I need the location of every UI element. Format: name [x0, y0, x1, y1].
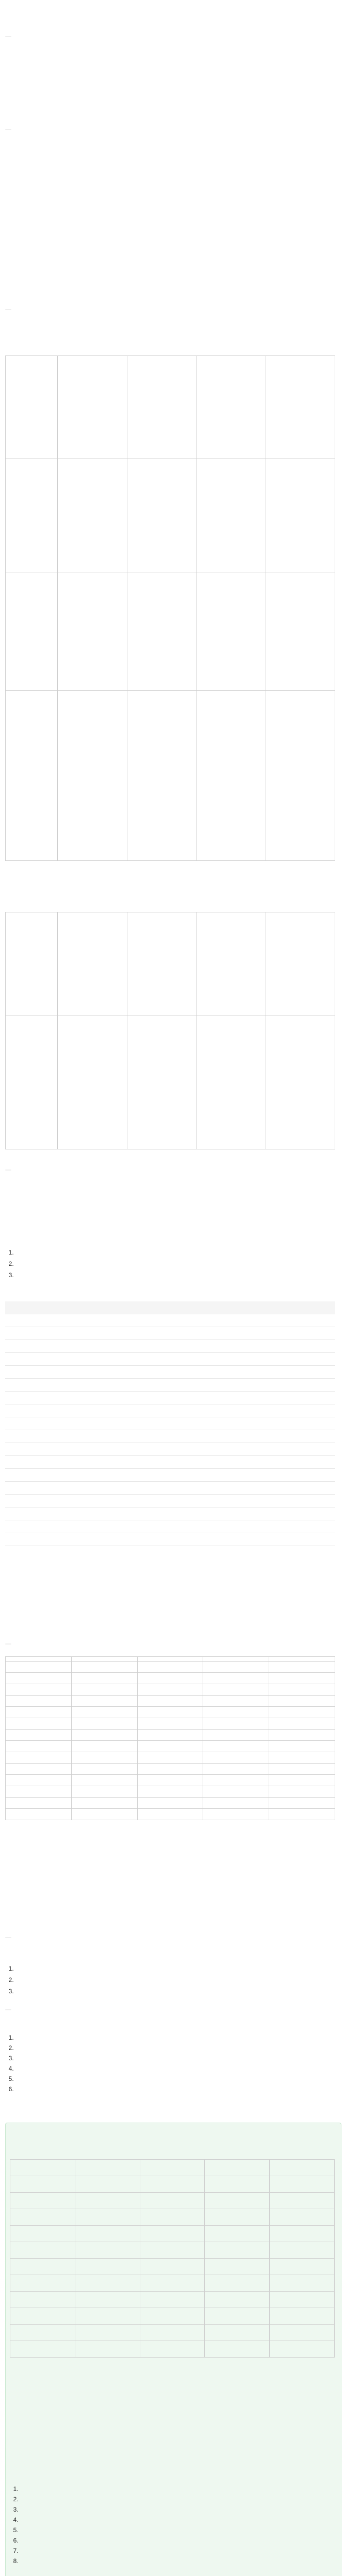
table-cell	[266, 459, 335, 572]
table-cell	[127, 572, 196, 691]
table-cell	[205, 2292, 270, 2308]
table-cell	[269, 1707, 335, 1718]
table-cell	[270, 2242, 335, 2259]
table-cell	[205, 2259, 270, 2275]
table-cell	[6, 1707, 72, 1718]
table-cell	[203, 1786, 269, 1798]
table-cell	[137, 1798, 203, 1809]
table-cell	[71, 1707, 137, 1718]
table-cell	[127, 459, 196, 572]
list-item	[15, 2074, 346, 2084]
table-cell	[266, 356, 335, 459]
table-cell	[10, 2160, 75, 2176]
table-row	[10, 2259, 335, 2275]
table-cell	[10, 2209, 75, 2226]
table-cell	[269, 1764, 335, 1775]
table-cell	[140, 2209, 205, 2226]
table-cell	[269, 1809, 335, 1820]
list-item	[10, 170, 340, 183]
step-badge	[5, 1170, 11, 1171]
table-cell	[269, 1775, 335, 1786]
table-cell	[203, 1741, 269, 1752]
table-row	[5, 1327, 335, 1340]
table-cell	[140, 2341, 205, 2358]
list-item	[10, 264, 340, 277]
table-row	[6, 459, 335, 572]
table-cell	[269, 1673, 335, 1684]
table-cell	[203, 1696, 269, 1707]
table-cell	[137, 1718, 203, 1730]
step-badge	[5, 129, 11, 130]
table-cell	[6, 1809, 72, 1820]
table-cell	[6, 572, 58, 691]
table-row	[6, 1741, 335, 1752]
table-cell	[6, 1775, 72, 1786]
table-cell	[75, 2275, 140, 2292]
table-row	[6, 1809, 335, 1820]
table-cell	[266, 691, 335, 861]
table-row	[6, 1730, 335, 1741]
table-cell	[140, 2292, 205, 2308]
table-row	[10, 2275, 335, 2292]
table-cell	[266, 572, 335, 691]
table-cell	[270, 2341, 335, 2358]
table-cell	[137, 1696, 203, 1707]
table-cell	[270, 2226, 335, 2242]
table-cell	[196, 912, 266, 1015]
table-cell	[269, 1741, 335, 1752]
table-cell	[6, 1015, 58, 1149]
list-item	[10, 291, 340, 304]
table-cell	[75, 2292, 140, 2308]
answer-table	[10, 2159, 335, 2358]
answers-list	[5, 2032, 346, 2094]
table-row	[5, 1482, 335, 1495]
table-cell	[6, 1786, 72, 1798]
step-badge	[5, 36, 11, 37]
table-cell	[203, 1673, 269, 1684]
table-cell	[196, 459, 266, 572]
table-cell	[6, 1662, 72, 1673]
table-cell	[203, 1730, 269, 1741]
list-item	[15, 2043, 346, 2053]
table-row	[5, 1366, 335, 1379]
table-cell	[6, 1730, 72, 1741]
table-cell	[75, 2325, 140, 2341]
table-cell	[71, 1696, 137, 1707]
table-row	[5, 1379, 335, 1392]
table-row	[6, 356, 335, 459]
table-cell	[71, 1764, 137, 1775]
list-item	[10, 183, 340, 197]
table-cell	[140, 2259, 205, 2275]
table-cell	[205, 2242, 270, 2259]
table-row	[10, 2160, 335, 2176]
table-cell	[137, 1741, 203, 1752]
list-item	[15, 1986, 346, 1997]
table-cell	[269, 1684, 335, 1696]
table-cell	[71, 1741, 137, 1752]
table-cell	[127, 691, 196, 861]
table-cell	[10, 2226, 75, 2242]
table-cell	[10, 2242, 75, 2259]
table-cell	[196, 1015, 266, 1149]
list-item	[20, 2535, 340, 2546]
table-cell	[10, 2176, 75, 2193]
table-row	[10, 2292, 335, 2308]
table-cell	[140, 2193, 205, 2209]
table-cell	[75, 2259, 140, 2275]
table-cell	[137, 1707, 203, 1718]
table-cell	[71, 1786, 137, 1798]
table-cell	[58, 912, 127, 1015]
table-cell	[58, 459, 127, 572]
top-link-bar	[0, 0, 361, 8]
degrees-table	[5, 355, 335, 861]
table-row	[10, 2209, 335, 2226]
table-cell	[140, 2226, 205, 2242]
table-cell	[140, 2176, 205, 2193]
table-cell	[205, 2308, 270, 2325]
table-cell	[10, 2325, 75, 2341]
table-cell	[269, 1696, 335, 1707]
green-answer-list	[10, 2484, 340, 2566]
table-cell	[137, 1662, 203, 1673]
list-item	[10, 237, 340, 250]
table-cell	[10, 2259, 75, 2275]
table-cell	[127, 1015, 196, 1149]
word-list	[10, 170, 340, 304]
table-cell	[203, 1718, 269, 1730]
table-row	[5, 1340, 335, 1353]
table-cell	[140, 2275, 205, 2292]
table-row	[6, 1786, 335, 1798]
table-row	[6, 1718, 335, 1730]
list-item	[15, 1963, 346, 1974]
table-cell	[270, 2176, 335, 2193]
table-row	[5, 1495, 335, 1507]
list-item	[10, 197, 340, 210]
list-item	[15, 1258, 346, 1269]
table-cell	[140, 2242, 205, 2259]
table-row	[6, 1775, 335, 1786]
table-cell	[203, 1809, 269, 1820]
list-item	[20, 2525, 340, 2535]
table-row	[5, 1417, 335, 1430]
table-cell	[75, 2226, 140, 2242]
table-cell	[137, 1786, 203, 1798]
list-item	[10, 224, 340, 237]
table-row	[5, 1314, 335, 1327]
column-header	[203, 1657, 269, 1662]
table-cell	[205, 2341, 270, 2358]
table-cell	[137, 1752, 203, 1764]
list-item	[10, 210, 340, 224]
list-item	[20, 2515, 340, 2525]
table-cell	[269, 1752, 335, 1764]
table-cell	[6, 356, 58, 459]
table-cell	[203, 1707, 269, 1718]
list-item	[15, 1269, 346, 1281]
table-cell	[203, 1775, 269, 1786]
table-row	[10, 2308, 335, 2325]
table-cell	[269, 1718, 335, 1730]
table-cell	[205, 2226, 270, 2242]
table-cell	[71, 1673, 137, 1684]
table-cell	[270, 2209, 335, 2226]
adjectives-table	[5, 1656, 335, 1820]
table-row	[6, 1673, 335, 1684]
table-cell	[10, 2308, 75, 2325]
table-cell	[71, 1662, 137, 1673]
table-row	[6, 1752, 335, 1764]
table-row	[6, 912, 335, 1015]
table-cell	[6, 1764, 72, 1775]
step-badge	[5, 1937, 11, 1938]
table-row	[10, 2325, 335, 2341]
step-badge	[5, 309, 11, 310]
table-cell	[58, 1015, 127, 1149]
table-cell	[266, 1015, 335, 1149]
table-cell	[205, 2160, 270, 2176]
table-cell	[75, 2209, 140, 2226]
table-cell	[6, 1718, 72, 1730]
table-cell	[137, 1730, 203, 1741]
column-header	[269, 1657, 335, 1662]
table-cell	[196, 356, 266, 459]
list-item	[15, 2053, 346, 2063]
table-cell	[127, 356, 196, 459]
table-cell	[6, 691, 58, 861]
column-header	[6, 1657, 72, 1662]
table-cell	[6, 1696, 72, 1707]
table-cell	[205, 2325, 270, 2341]
question-list	[5, 1247, 346, 1281]
list-item	[20, 2504, 340, 2515]
table-cell	[205, 2176, 270, 2193]
table-cell	[6, 912, 58, 1015]
table-cell	[270, 2325, 335, 2341]
table-cell	[75, 2160, 140, 2176]
table-cell	[10, 2292, 75, 2308]
table-row	[5, 1520, 335, 1533]
table-cell	[10, 2193, 75, 2209]
table-row	[5, 1392, 335, 1404]
table-cell	[203, 1662, 269, 1673]
table-cell	[6, 1684, 72, 1696]
table-cell	[137, 1764, 203, 1775]
table-row	[10, 2226, 335, 2242]
table-cell	[75, 2176, 140, 2193]
list-item	[10, 277, 340, 291]
table-cell	[58, 356, 127, 459]
table-cell	[205, 2193, 270, 2209]
table-cell	[58, 691, 127, 861]
table-row	[6, 1015, 335, 1149]
table-cell	[269, 1798, 335, 1809]
table-row	[10, 2193, 335, 2209]
table-row	[5, 1353, 335, 1366]
table-row	[6, 1684, 335, 1696]
task3-question-list	[5, 1963, 346, 1997]
table-header-row	[6, 1657, 335, 1662]
list-item	[20, 2556, 340, 2566]
table-row	[5, 1404, 335, 1417]
table-cell	[71, 1809, 137, 1820]
table-row	[5, 1469, 335, 1482]
table-row	[6, 1707, 335, 1718]
table-cell	[270, 2292, 335, 2308]
table-row	[10, 2176, 335, 2193]
table-row	[5, 1507, 335, 1520]
list-item	[15, 2084, 346, 2094]
table-cell	[270, 2275, 335, 2292]
table-cell	[6, 1798, 72, 1809]
list-item	[10, 250, 340, 264]
table-cell	[71, 1684, 137, 1696]
table-row	[6, 1662, 335, 1673]
transport-table	[5, 1298, 335, 1546]
table-row	[10, 2242, 335, 2259]
table-cell	[140, 2308, 205, 2325]
table-cell	[75, 2193, 140, 2209]
table-header-row	[5, 1301, 335, 1314]
table-cell	[140, 2160, 205, 2176]
table-row	[5, 1430, 335, 1443]
table-cell	[71, 1798, 137, 1809]
table-row	[10, 2341, 335, 2358]
table-cell	[196, 691, 266, 861]
table-cell	[58, 572, 127, 691]
table-cell	[75, 2341, 140, 2358]
column-header	[71, 1657, 137, 1662]
table-row	[6, 1798, 335, 1809]
table-row	[6, 1696, 335, 1707]
table-row	[5, 1533, 335, 1546]
list-item	[15, 2032, 346, 2043]
table-cell	[270, 2308, 335, 2325]
table-cell	[71, 1730, 137, 1741]
table-cell	[75, 2242, 140, 2259]
table-cell	[6, 1741, 72, 1752]
table-cell	[269, 1786, 335, 1798]
table-row	[6, 691, 335, 861]
list-item	[20, 2494, 340, 2504]
table-cell	[71, 1775, 137, 1786]
table-row	[6, 572, 335, 691]
table-row	[6, 1764, 335, 1775]
table-cell	[196, 572, 266, 691]
table-row	[5, 1456, 335, 1469]
degrees-table-2	[5, 912, 335, 1149]
table-cell	[203, 1798, 269, 1809]
table-cell	[137, 1673, 203, 1684]
green-answer-box	[5, 2123, 341, 2576]
column-header	[137, 1657, 203, 1662]
table-cell	[137, 1809, 203, 1820]
table-cell	[270, 2259, 335, 2275]
table-cell	[203, 1764, 269, 1775]
table-cell	[205, 2275, 270, 2292]
table-cell	[203, 1752, 269, 1764]
table-cell	[266, 912, 335, 1015]
table-cell	[270, 2160, 335, 2176]
table-row	[5, 1443, 335, 1456]
table-cell	[140, 2325, 205, 2341]
table-cell	[270, 2193, 335, 2209]
step-badge	[5, 1643, 11, 1645]
table-cell	[6, 459, 58, 572]
list-item	[20, 2484, 340, 2494]
table-cell	[75, 2308, 140, 2325]
table-cell	[6, 1752, 72, 1764]
table-cell	[137, 1775, 203, 1786]
table-cell	[205, 2209, 270, 2226]
table-cell	[6, 1673, 72, 1684]
list-item	[20, 2546, 340, 2556]
table-cell	[269, 1730, 335, 1741]
list-item	[15, 1247, 346, 1258]
table-cell	[10, 2341, 75, 2358]
list-item	[15, 2063, 346, 2074]
table-cell	[127, 912, 196, 1015]
table-cell	[269, 1662, 335, 1673]
table-cell	[137, 1684, 203, 1696]
table-cell	[71, 1752, 137, 1764]
table-cell	[203, 1684, 269, 1696]
step-badge	[5, 2009, 11, 2010]
table-cell	[10, 2275, 75, 2292]
table-cell	[71, 1718, 137, 1730]
list-item	[15, 1974, 346, 1986]
